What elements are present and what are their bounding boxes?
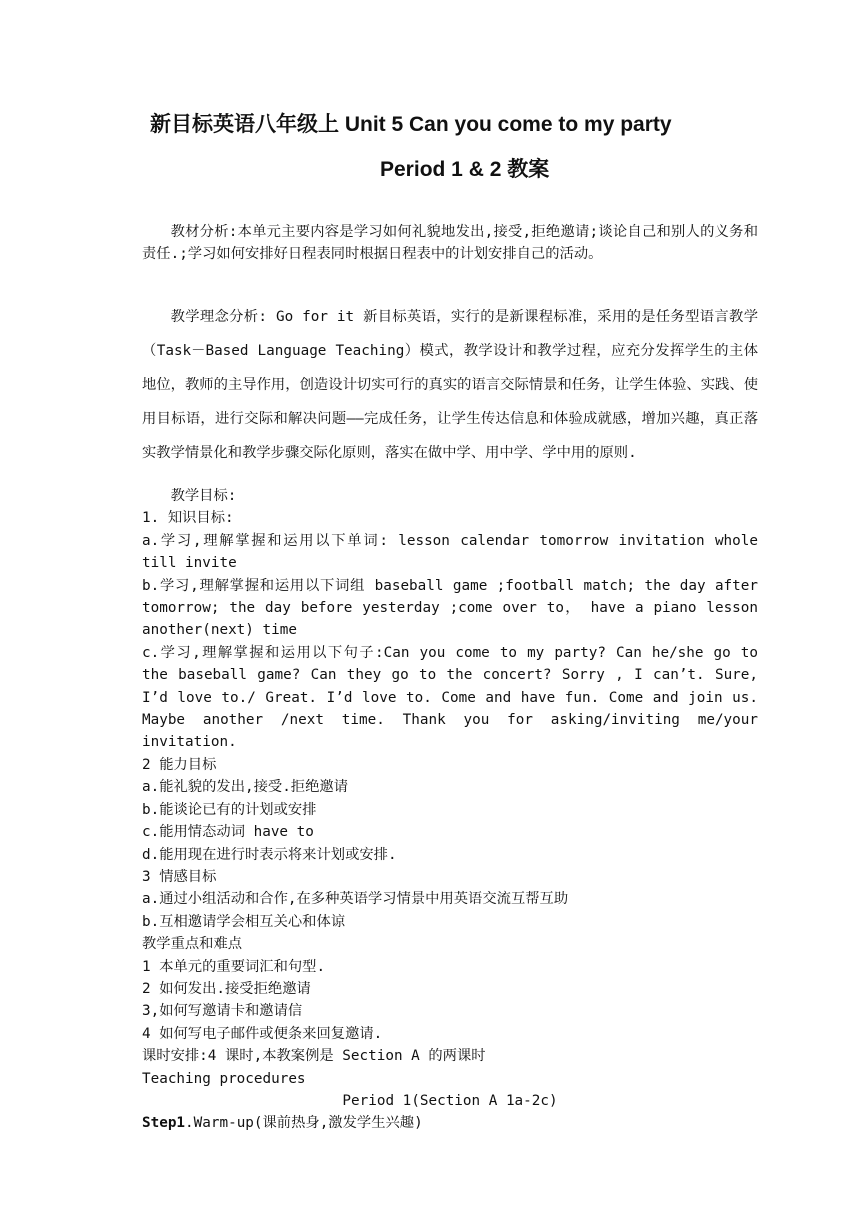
lesson-plan-body bbox=[142, 485, 758, 1135]
knowledge-goal-sentences: c.学习,理解掌握和运用以下句子:Can you come to my party? Can he/she go to the baseball game? Can they go to the concert? Sorry , I can’t. Sure, I’d love to./ Great. I’d love to. Come and have fun. Come and join us. Maybe another /next time. Thank you for asking/inviting me/your invitation. bbox=[142, 644, 758, 751]
knowledge-goals-heading: 1. 知识目标: bbox=[142, 510, 234, 527]
teaching-philosophy-paragraph: 教学理念分析: Go for it 新目标英语，实行的是新课程标准，采用的是任务型语言教学（Task－Based Language Teaching）模式，教学设计和教学过程，应充分发挥学生的主体地位，教师的主导作用，创造设计切实可行的真实的语言交际情景和任务，让学生体验、实践、使用目标语，进行交际和解决问题——完成任务，让学生传达信息和体验成就感，增加兴趣，真正落实教学情景化和教学步骤交际化原则，落实在做中学、用中学、学中用的原则. bbox=[142, 309, 758, 462]
schedule-line: 课时安排:4 课时,本教案例是 Section A 的两课时 bbox=[142, 1048, 486, 1065]
procedures-heading: Teaching procedures bbox=[142, 1070, 306, 1087]
step-label: Step1 bbox=[142, 1115, 186, 1132]
emotion-goal-item: b.互相邀请学会相互关心和体谅 bbox=[142, 913, 346, 930]
knowledge-goal-words: a.学习,理解掌握和运用以下单词: lesson calendar tomorrow invitation whole till invite bbox=[142, 532, 758, 572]
step-heading bbox=[142, 1112, 758, 1134]
material-analysis-paragraph: 教材分析:本单元主要内容是学习如何礼貌地发出,接受,拒绝邀请;谈论自己和别人的义务和责任.;学习如何安排好日程表同时根据日程表中的计划安排自己的活动。 bbox=[142, 224, 758, 263]
key-point-item: 3,如何写邀请卡和邀请信 bbox=[142, 1003, 303, 1020]
knowledge-goal-phrases: b.学习,理解掌握和运用以下词组 baseball game ;football match; the day after tomorrow; the day before yesterday ;come over to， have a piano lesson another(next) time bbox=[142, 577, 758, 639]
emotion-goals-heading: 3 情感目标 bbox=[142, 868, 217, 885]
ability-goals-heading: 2 能力目标 bbox=[142, 756, 217, 773]
key-point-item: 4 如何写电子邮件或便条来回复邀请. bbox=[142, 1025, 383, 1042]
period-heading: Period 1(Section A 1a-2c) bbox=[342, 1092, 558, 1109]
key-point-item: 2 如何发出.接受拒绝邀请 bbox=[142, 980, 311, 997]
document-title: 新目标英语八年级上 Unit 5 Can you come to my party bbox=[150, 113, 672, 136]
key-points-heading: 教学重点和难点 bbox=[142, 936, 243, 953]
document-subtitle: Period 1 & 2 教案 bbox=[380, 158, 550, 181]
ability-goal-item: c.能用情态动词 have to bbox=[142, 824, 314, 841]
emotion-goal-item: a.通过小组活动和合作,在多种英语学习情景中用英语交流互帮互助 bbox=[142, 891, 569, 908]
step-text: .Warm-up(课前热身,激发学生兴趣) bbox=[185, 1115, 423, 1132]
ability-goal-item: a.能礼貌的发出,接受.拒绝邀请 bbox=[142, 779, 348, 796]
ability-goal-item: b.能谈论已有的计划或安排 bbox=[142, 801, 317, 818]
ability-goal-item: d.能用现在进行时表示将来计划或安排. bbox=[142, 846, 397, 863]
goals-heading: 教学目标: bbox=[170, 488, 237, 504]
key-point-item: 1 本单元的重要词汇和句型. bbox=[142, 958, 326, 975]
